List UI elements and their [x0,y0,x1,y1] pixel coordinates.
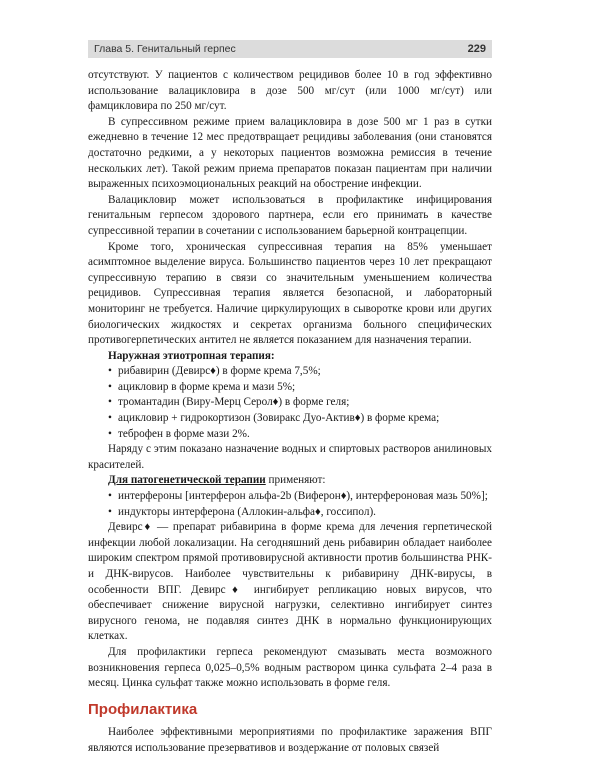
pathogenetic-therapy-list [88,489,492,520]
paragraph: Девирс♦ — препарат рибавирина в форме крема для лечения герпетической инфекции любой локализации. На сегодняшний день рибавирин обладает наиболее широким спектром прямой противовирусной активности против большинства РНК- и ДНК-вирусов. Наиболее чувствительны к рибавирину ДНК-вирусы, в особенности ВПГ. Девирс♦ ингибирует репликацию новых вирусов, что обеспечивает снижение вирусной нагрузки, селективно ингибирует синтез вирусного генома, не подавляя синтез ДНК в нормально функционирующих клетках. [88,521,492,643]
local-therapy-list [88,364,492,442]
paragraph: Наряду с этим показано назначение водных и спиртовых растворов анилиновых красителей. [88,443,492,471]
list-item: • интерфероны [интерферон альфа-2b (Виферон♦), интерфероновая мазь 50%]; [108,489,492,505]
paragraph: В супрессивном режиме прием валацикловира в дозе 500 мг 1 раз в сутки ежедневно в течение 12 мес предотвращает рецидивы заболевания (они становятся достаточно редкими, а у некоторых пациентов возможна ремиссия в течение нескольких лет). Такой режим приема препаратов показан пациентам при наличии выраженных психоэмоциональных реакций на обострение инфекции. [88,115,492,191]
paragraph: отсутствуют. У пациентов с количеством рецидивов более 10 в год эффективно использование валацикловира в дозе 500 мг/сут (или 1000 мг/сут) или фамцикловира по 250 мг/сут. [88,69,492,113]
page-number: 229 [467,43,486,55]
running-header [88,40,492,58]
list-item: • индукторы интерферона (Аллокин-альфа♦, госсипол). [108,505,492,521]
chapter-title: Глава 5. Генитальный герпес [94,43,236,55]
list-item: • теброфен в форме мази 2%. [108,427,492,443]
page-body [88,68,492,757]
paragraph: Наиболее эффективными мероприятиями по профилактике заражения ВПГ являются использование презервативов и воздержание от половых связей [88,726,492,754]
list-item: • ацикловир + гидрокортизон (Зовиракс Дуо-Актив♦) в форме крема; [108,411,492,427]
paragraph: Кроме того, хроническая супрессивная терапия на 85% уменьшает асимптомное выделение вируса. Большинство пациентов через 10 лет прекращают супрессивную терапию в связи со значительным уменьшением количества рецидивов. Супрессивная терапия является безопасной, и лабораторный мониторинг не требуется. Наличие циркулирующих в сыворотке крови или других биологических жидкостях и секретах организма больного специфических противогерпетических антител не является показанием для назначения терапии. [88,240,492,347]
pathogenetic-therapy-heading [88,473,492,489]
paragraph: Валацикловир может использоваться в профилактике инфицирования генитальным герпесом здорового партнера, если его принимать в качестве супрессивной терапии в сочетании с использованием барьерной контрацепции. [88,193,492,237]
local-therapy-heading: Наружная этиотропная терапия: [108,349,275,362]
section-title: Профилактика [88,700,198,718]
pathogenetic-heading-suffix: применяют: [265,474,326,487]
paragraph: Для профилактики герпеса рекомендуют смазывать места возможного возникновения герпеса 0,025–0,5% водным раствором цинка сульфата 2–4 раза в месяц. Цинка сульфат также можно использовать в форме геля. [88,645,492,690]
list-item: • тромантадин (Виру-Мерц Серол♦) в форме геля; [108,395,492,411]
list-item: • ацикловир в форме крема и мази 5%; [108,380,492,396]
pathogenetic-heading-label: Для патогенетической терапии [108,474,266,487]
list-item: • рибавирин (Девирс♦) в форме крема 7,5%; [108,364,492,380]
